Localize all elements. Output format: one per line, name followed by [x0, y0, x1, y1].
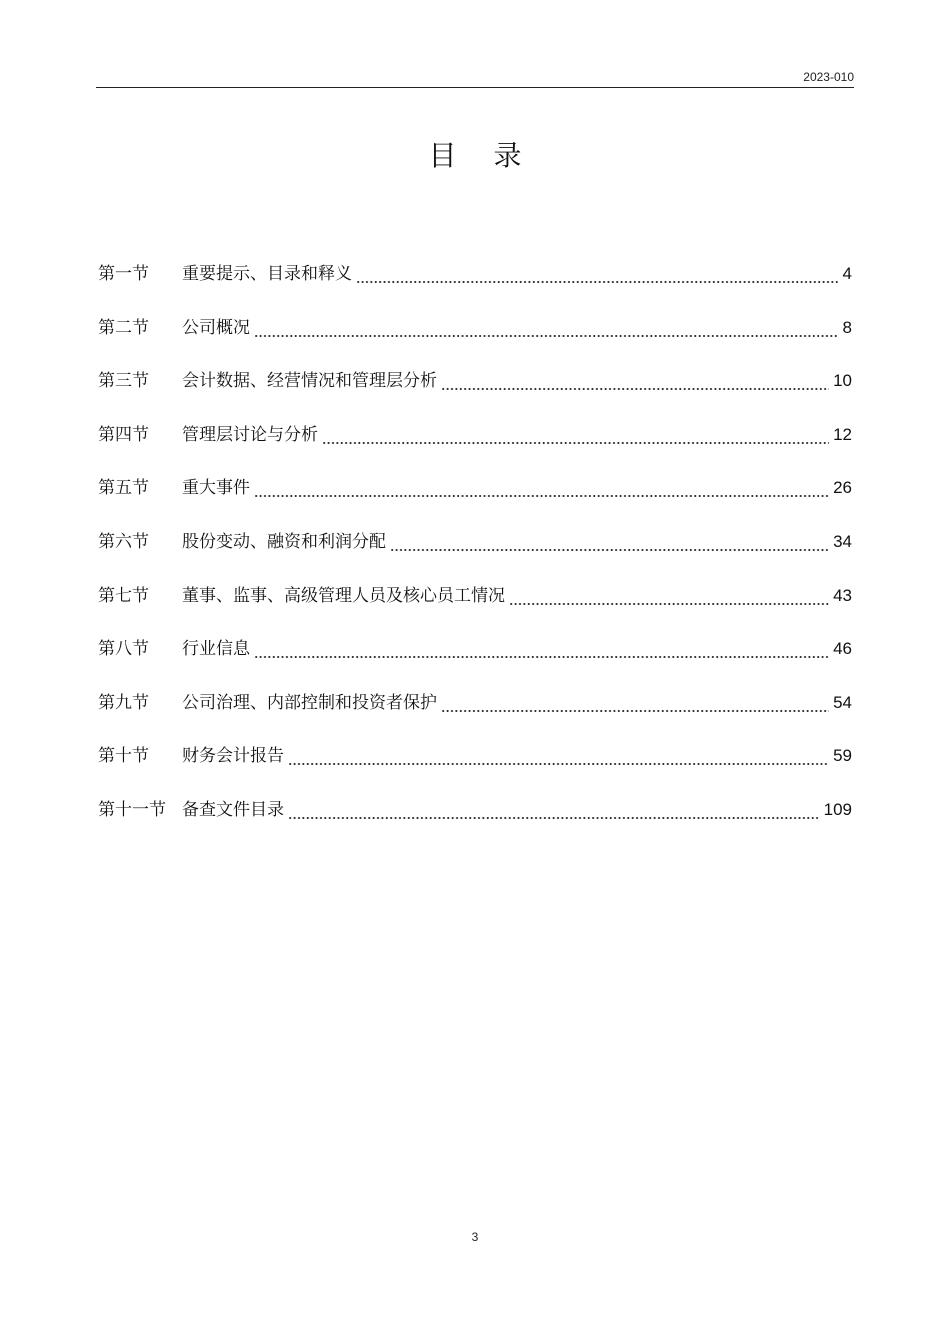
- toc-section-label: 第四节: [98, 424, 149, 445]
- toc-section-title: 管理层讨论与分析: [182, 424, 318, 445]
- toc-dot-leader: [356, 257, 839, 291]
- toc-page-number: 46: [833, 639, 852, 659]
- toc-section-label: 第一节: [98, 264, 149, 284]
- toc-section-label: 第七节: [98, 585, 149, 606]
- toc-entry-1[interactable]: [98, 257, 852, 311]
- toc-entry-7[interactable]: [98, 579, 852, 633]
- toc-dot-leader: [441, 364, 829, 398]
- page-number: 3: [471, 1230, 479, 1244]
- toc-page-number: 26: [833, 478, 852, 498]
- toc-section-title: 行业信息: [182, 639, 250, 660]
- toc-entry-4[interactable]: [98, 418, 852, 472]
- toc-section-label: 第十节: [98, 746, 149, 767]
- toc-section-label: 第五节: [98, 478, 149, 499]
- toc-entry-8[interactable]: [98, 632, 852, 686]
- toc-page-number: 12: [833, 424, 852, 444]
- toc-page-number: 109: [823, 799, 852, 819]
- toc-section-title: 股份变动、融资和利润分配: [182, 531, 386, 552]
- header-divider: [96, 87, 854, 88]
- toc-page-number: 34: [833, 531, 852, 551]
- report-code: 2023-010: [803, 70, 854, 84]
- toc-entry-11[interactable]: [98, 793, 852, 847]
- toc-dot-leader: [254, 311, 839, 345]
- toc-page-number: 4: [842, 264, 852, 283]
- toc-section-title: 公司治理、内部控制和投资者保护: [182, 692, 437, 713]
- toc-section-title: 备查文件目录: [182, 799, 284, 820]
- toc-section-label: 第二节: [98, 317, 149, 338]
- toc-section-label: 第六节: [98, 531, 149, 552]
- toc-section-label: 第十一节: [98, 799, 166, 820]
- toc-section-label: 第九节: [98, 692, 149, 713]
- toc-dot-leader: [288, 739, 829, 773]
- page-title: 目 录: [428, 139, 536, 172]
- toc-section-title: 会计数据、经营情况和管理层分析: [182, 371, 437, 392]
- toc-page-number: 10: [833, 371, 852, 391]
- toc-page-number: 8: [842, 317, 852, 337]
- toc-entry-2[interactable]: [98, 311, 852, 365]
- toc-page-number: 59: [833, 746, 852, 766]
- toc-dot-leader: [254, 471, 829, 505]
- toc-dot-leader: [390, 525, 829, 559]
- toc-entry-9[interactable]: [98, 686, 852, 740]
- toc-section-title: 董事、监事、高级管理人员及核心员工情况: [182, 585, 505, 606]
- toc-section-title: 重要提示、目录和释义: [182, 264, 352, 284]
- toc-dot-leader: [322, 418, 829, 452]
- toc-section-title: 财务会计报告: [182, 746, 284, 767]
- toc-section-title: 重大事件: [182, 478, 250, 499]
- toc-page-number: 54: [833, 692, 852, 712]
- toc-entry-3[interactable]: [98, 364, 852, 418]
- toc-dot-leader: [288, 793, 820, 827]
- toc-page-number: 43: [833, 585, 852, 605]
- toc-entry-10[interactable]: [98, 739, 852, 793]
- toc-section-title: 公司概况: [182, 317, 250, 338]
- toc-dot-leader: [254, 632, 829, 666]
- toc-section-label: 第三节: [98, 371, 149, 392]
- toc-entry-6[interactable]: [98, 525, 852, 579]
- table-of-contents: [98, 257, 852, 847]
- toc-dot-leader: [509, 579, 829, 613]
- toc-section-label: 第八节: [98, 639, 149, 660]
- toc-entry-5[interactable]: [98, 471, 852, 525]
- toc-dot-leader: [441, 686, 829, 720]
